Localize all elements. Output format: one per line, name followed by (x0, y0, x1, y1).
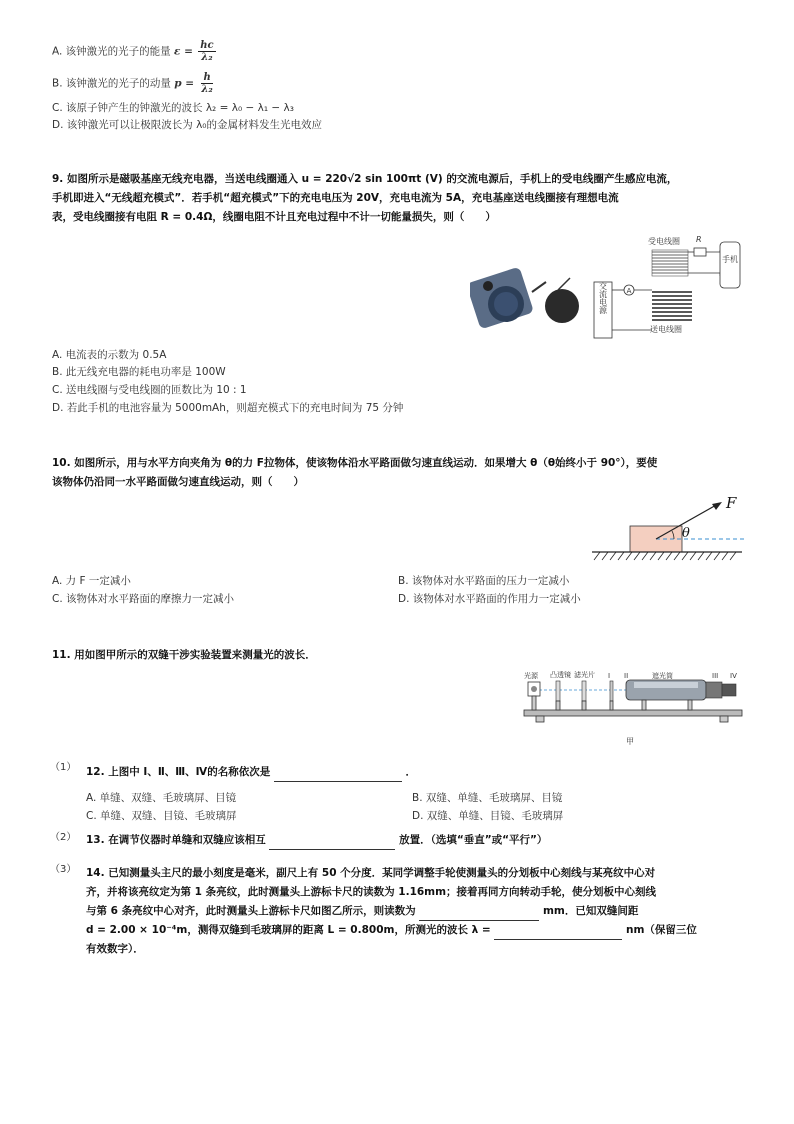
mark-3-label: III (712, 672, 719, 680)
q9-option-a: A. 电流表的示数为 0.5A (52, 349, 167, 361)
phone-photo (470, 267, 534, 330)
q14-line3-text: 与第 6 条亮纹中心对齐，此时测量头上游标卡尺如图乙所示，则读数为 (86, 905, 416, 917)
receive-coil-label: 受电线圈 (648, 237, 680, 246)
q8-option-a-math: ε = (174, 45, 193, 58)
q9-stem-line: 手机即进入“无线超充模式”．若手机“超充模式”下的充电电压为 20V，充电电流为 5A，充电基座送电线圈接有理想电流 (52, 192, 619, 204)
q14-wavelength-blank[interactable] (494, 939, 622, 940)
q10-option-c: C. 该物体对水平路面的摩擦力一定减小 (52, 593, 235, 605)
tube-label: 遮光筒 (652, 672, 673, 680)
q10-option-d: D. 该物体对水平路面的作用力一定减小 (398, 593, 581, 605)
q10-figure (588, 490, 748, 566)
force-label: F (726, 494, 737, 512)
q12-option-d: D. 双缝、单缝、目镜、毛玻璃屏 (412, 810, 564, 822)
q14-line4-text: d = 2.00 × 10⁻⁴m，测得双缝到毛玻璃屏的距离 L = 0.800m，所测光的波长 λ = (86, 924, 491, 936)
q8-option-c: C. 该原子钟产生的钟激光的波长 λ₂ = λ₀ − λ₁ − λ₃ (52, 102, 294, 114)
q12-answer-blank[interactable] (274, 781, 402, 782)
q13-stem-text: 13. 在调节仪器时单缝和双缝应该相互 (86, 834, 266, 846)
element-1 (610, 681, 613, 701)
q8-option-a (52, 40, 216, 63)
receive-coil (648, 235, 740, 288)
q14-stem-line: 14. 已知测量头主尺的最小刻度是毫米，副尺上有 50 个分度．某同学调整手轮使测量头的分划板中心刻线与某亮纹中心对 (86, 867, 656, 879)
q11-figure (522, 666, 748, 748)
q12-stem-end: ． (405, 766, 417, 778)
q8-option-b (52, 72, 215, 95)
measuring-head (706, 682, 722, 698)
part-3-marker: （3） (50, 864, 77, 875)
resistor (694, 248, 706, 256)
q9-option-c: C. 送电线圈与受电线圈的匝数比为 10 : 1 (52, 384, 247, 396)
q14-stem (86, 864, 766, 959)
part-2-marker: （2） (50, 832, 77, 843)
convex-lens (556, 681, 560, 701)
q8-option-a-text: A. 该钟激光的光子的能量 (52, 45, 171, 58)
fraction-numerator: hc (200, 40, 214, 51)
mark-1-label: I (608, 672, 611, 680)
q12-option-b: B. 双缝、单缝、毛玻璃屏、目镜 (412, 792, 563, 804)
q13-stem (86, 831, 547, 850)
q13-answer-blank[interactable] (269, 849, 395, 850)
q14-stem-line: 有效数字）． (86, 943, 144, 955)
ammeter-label: A (626, 287, 632, 295)
q14-stem-line (86, 921, 766, 940)
fraction-denominator: λ₂ (201, 52, 213, 63)
fraction-denominator: λ₂ (201, 84, 213, 95)
ac-source-label: 交流电源 (598, 282, 608, 314)
q14-line3-end: mm．已知双缝间距 (542, 905, 639, 917)
q14-stem-line: 齐，并将该亮纹定为第 1 条亮纹，此时测量头上游标卡尺的读数为 1.16mm；接着再同方向转动手轮，使分划板中心刻线 (86, 886, 657, 898)
charger-pad-photo (532, 278, 579, 323)
arrow-head-icon (712, 502, 722, 510)
q9-stem (52, 170, 752, 227)
q10-stem (52, 454, 752, 492)
q9-option-d: D. 若此手机的电池容量为 5000mAh，则超充模式下的充电时间为 75 分钟 (52, 402, 404, 414)
mark-2-label: II (624, 672, 629, 680)
ground-hatch (594, 552, 736, 560)
send-circuit (594, 281, 692, 338)
q12-option-c: C. 单缝、双缝、目镜、毛玻璃屏 (86, 810, 237, 822)
q8-option-b-fraction (199, 72, 214, 95)
q12-option-a: A. 单缝、双缝、毛玻璃屏、目镜 (86, 792, 237, 804)
mark-4-label: IV (730, 672, 737, 680)
angle-label: θ (682, 526, 690, 541)
filter-label: 滤光片 (574, 671, 595, 679)
send-coil-label: 送电线圈 (650, 325, 682, 334)
eyepiece (722, 684, 736, 696)
light-source-label: 光源 (524, 672, 538, 680)
q10-stem-line: 该物体仍沿同一水平路面做匀速直线运动，则（ ） (52, 476, 304, 488)
q8-option-a-fraction (198, 40, 215, 63)
q10-stem-line: 10. 如图所示，用与水平方向夹角为 θ的力 F拉物体，使该物体沿水平路面做匀速直线运动．如果增大 θ（θ始终小于 90°），要使 (52, 457, 658, 469)
fraction-numerator: h (203, 72, 211, 83)
q9-figure (470, 232, 750, 342)
q10-option-a: A. 力 F 一定减小 (52, 575, 131, 587)
q13-stem-end: 放置．（选填“垂直”或“平行”） (399, 834, 548, 846)
part-1-marker: （1） (50, 762, 77, 773)
figure-caption: 甲 (626, 737, 634, 746)
q14-line4-end: nm（保留三位 (626, 924, 697, 936)
lens-label: 凸透镜 (550, 671, 571, 679)
q9-stem-line: 9. 如图所示是磁吸基座无线充电器，当送电线圈通入 u = 220√2 sin 100πt (V) 的交流电源后，手机上的受电线圈产生感应电流， (52, 173, 678, 185)
resistor-label: R (696, 235, 702, 244)
q9-option-b: B. 此无线充电器的耗电功率是 100W (52, 366, 226, 378)
q12-stem (86, 763, 416, 782)
q12-stem-text: 12. 上图中 Ⅰ、Ⅱ、Ⅲ、Ⅳ的名称依次是 (86, 766, 271, 778)
q8-option-d: D. 该钟激光可以让极限波长为 λ₀的金属材料发生光电效应 (52, 119, 323, 131)
q8-option-b-math: p = (174, 77, 195, 90)
q10-option-b: B. 该物体对水平路面的压力一定减小 (398, 575, 570, 587)
phone-box (720, 242, 740, 288)
filter (582, 681, 586, 701)
q14-stem-line (86, 902, 766, 921)
q8-option-b-text: B. 该钟激光的光子的动量 (52, 77, 171, 90)
q9-stem-line: 表，受电线圈接有电阻 R = 0.4Ω，线圈电阻不计且充电过程中不计一切能量损失，则（ ） (52, 211, 496, 223)
optical-bench (524, 710, 742, 716)
phone-label: 手机 (722, 255, 738, 264)
q11-stem: 11. 用如图甲所示的双缝干涉实验装置来测量光的波长． (52, 649, 316, 661)
